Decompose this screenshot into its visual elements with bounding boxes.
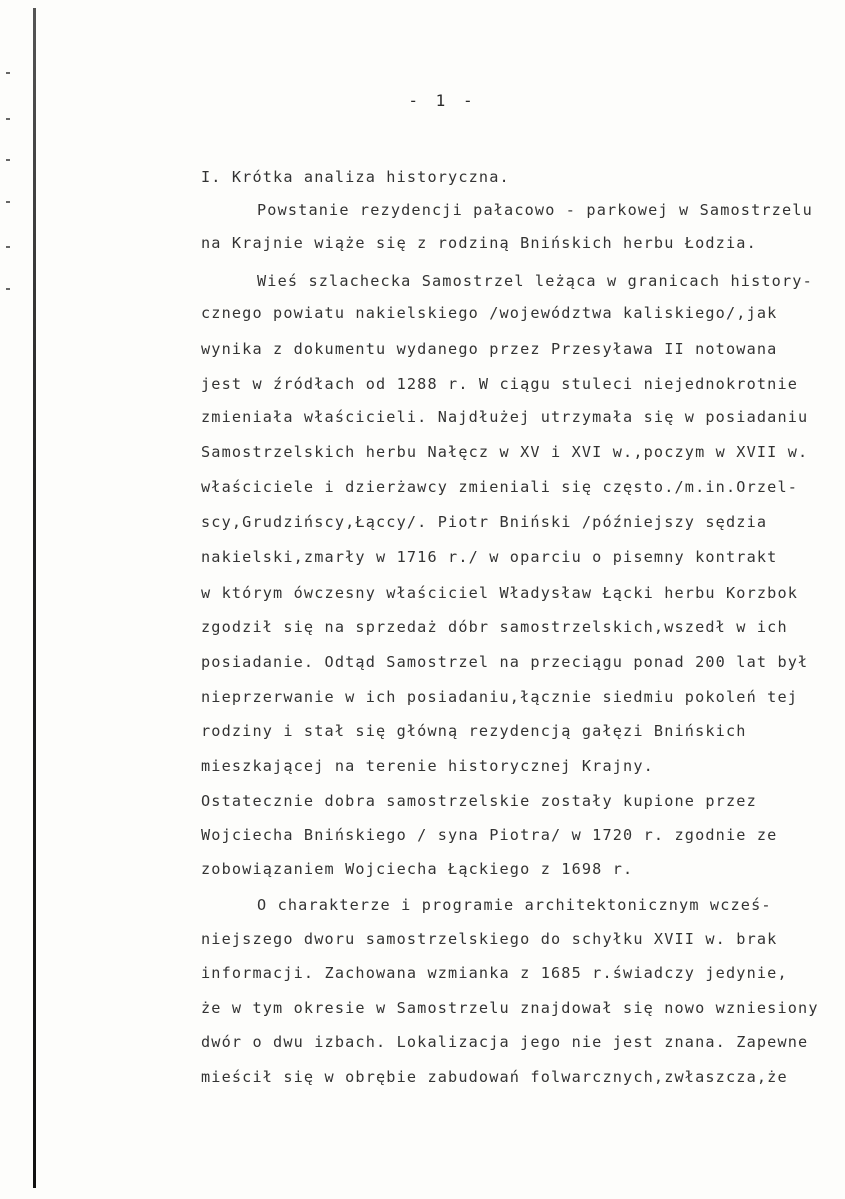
margin-mark <box>6 246 10 248</box>
text-line: dwór o dwu izbach. Lokalizacja jego nie jest znana. Zapewne <box>201 1033 809 1051</box>
text-line: w którym ówczesny właściciel Władysław Łącki herbu Korzbok <box>201 584 799 602</box>
text-line: wynika z dokumentu wydanego przez Przesyława II notowana <box>201 340 778 358</box>
text-line: niejszego dworu samostrzelskiego do schyłku XVII w. brak <box>201 930 778 948</box>
text-line: scy,Grudzińscy,Łąccy/. Piotr Bniński /późniejszy sędzia <box>201 513 768 531</box>
text-line: że w tym okresie w Samostrzelu znajdował się nowo wzniesiony <box>201 999 819 1017</box>
text-line: O charakterze i programie architektonicznym wcześ- <box>257 896 772 914</box>
margin-mark <box>6 288 10 290</box>
text-line: mieścił się w obrębie zabudowań folwarcznych,zwłaszcza,że <box>201 1068 788 1086</box>
text-line: posiadanie. Odtąd Samostrzel na przeciągu ponad 200 lat był <box>201 653 809 671</box>
text-line: informacji. Zachowana wzmianka z 1685 r.świadczy jedynie, <box>201 964 788 982</box>
margin-mark <box>6 201 10 203</box>
text-line: Samostrzelskich herbu Nałęcz w XV i XVI w.,poczym w XVII w. <box>201 443 809 461</box>
page-number: - 1 - <box>408 91 477 110</box>
text-line: Powstanie rezydencji pałacowo - parkowej w Samostrzelu <box>257 201 813 219</box>
text-line: rodziny i stał się główną rezydencją gałęzi Bnińskich <box>201 722 747 740</box>
text-line: zobowiązaniem Wojciecha Łąckiego z 1698 r. <box>201 860 634 878</box>
margin-mark <box>6 72 10 74</box>
text-line: Ostatecznie dobra samostrzelskie zostały kupione przez <box>201 792 757 810</box>
text-line: mieszkającej na terenie historycznej Krajny. <box>201 757 654 775</box>
text-line: jest w źródłach od 1288 r. W ciągu stuleci niejednokrotnie <box>201 375 799 393</box>
binding-edge-line <box>33 8 36 1188</box>
text-line: zgodził się na sprzedaż dóbr samostrzelskich,wszedł w ich <box>201 618 788 636</box>
text-line: nakielski,zmarły w 1716 r./ w oparciu o pisemny kontrakt <box>201 548 778 566</box>
text-line: na Krajnie wiąże się z rodziną Bnińskich herbu Łodzia. <box>201 234 757 252</box>
text-line: nieprzerwanie w ich posiadaniu,łącznie siedmiu pokoleń tej <box>201 688 799 706</box>
text-line: Wieś szlachecka Samostrzel leżąca w granicach history- <box>257 272 813 290</box>
margin-mark <box>6 118 10 120</box>
text-line: Wojciecha Bnińskiego / syna Piotra/ w 1720 r. zgodnie ze <box>201 826 778 844</box>
text-line: właściciele i dzierżawcy zmieniali się często./m.in.Orzel- <box>201 478 799 496</box>
margin-mark <box>6 159 10 161</box>
section-heading: I. Krótka analiza historyczna. <box>201 168 510 186</box>
text-line: zmieniała właścicieli. Najdłużej utrzymała się w posiadaniu <box>201 408 809 426</box>
text-line: cznego powiatu nakielskiego /województwa kaliskiego/,jak <box>201 304 778 322</box>
